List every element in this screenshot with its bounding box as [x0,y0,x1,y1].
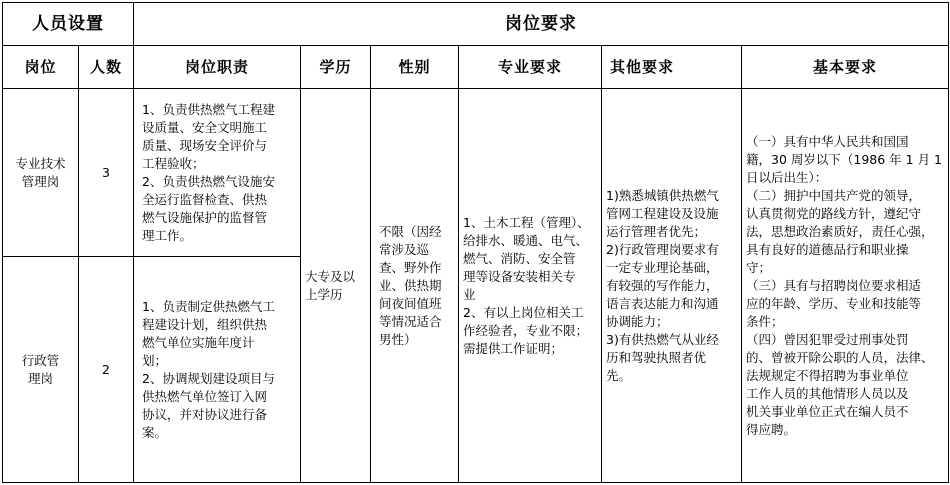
position-cell: 行政管 理岗 [3,257,79,483]
major-cell: 1、土木工程（管理）、 给排水、暖通、电气、 燃气、消防、安全管 理等设备安装相关专 业 2、有以上岗位相关工 作经验者，专业不限； 需提供工作证明； [459,89,602,483]
col-basic: 基本要求 [742,46,949,89]
header-row-top [3,3,949,46]
count-cell: 3 [79,89,134,257]
requirements-header: 岗位要求 [134,3,949,46]
other-cell: 1)熟悉城镇供热燃气 管网工程建设及设施 运行管理者优先； 2)行政管理岗要求有 一定专业理论基础， 有较强的写作能力， 语言表达能力和沟通 协调能力； 3)有供热燃气从业经 历和驾驶执照者优 先。 [602,89,742,483]
duties-cell: 1、负责制定供热燃气工 程建设计划，组织供热 燃气单位实施年度计 划； 2、协调规划建设项目与 供热燃气单位签订入网 协议，并对协议进行备 案。 [134,257,301,483]
staff-setup-header: 人员设置 [3,3,134,46]
basic-cell: （一）具有中华人民共和国国 籍，30 周岁以下（1986 年 1 月 1 日以后出生）： （二）拥护中国共产党的领导， 认真贯彻党的路线方针，遵纪守 法，思想政治素质好，责任心强， 具有良好的道德品行和职业操 守； （三）具有与招聘岗位要求相适 应的年龄、学历、专业和技能等 条件； （四）曾因犯罪受过刑事处罚 的、曾被开除公职的人员，法律、 法规规定不得招聘为事业单位 工作人员的其他情形人员以及 机关事业单位正式在编人员不 得应聘。 [742,89,949,483]
col-gender: 性别 [371,46,459,89]
duties-cell: 1、负责供热燃气工程建 设质量、安全文明施工 质量、现场安全评价与 工程验收； 2、负责供热燃气设施安 全运行监督检查、供热 燃气设施保护的监督管 理工作。 [134,89,301,257]
col-duties: 岗位职责 [134,46,301,89]
col-count: 人数 [79,46,134,89]
table-row [3,89,949,257]
col-position: 岗位 [3,46,79,89]
education-cell: 大专及以 上学历 [301,89,371,483]
col-other: 其他要求 [602,46,742,89]
col-major: 专业要求 [459,46,602,89]
col-education: 学历 [301,46,371,89]
header-row-columns [3,46,949,89]
count-cell: 2 [79,257,134,483]
recruitment-table [2,2,949,483]
gender-cell: 不限（因经 常涉及巡 查、野外作 业、供热期 间夜间值班 等情况适合 男性） [371,89,459,483]
position-cell: 专业技术 管理岗 [3,89,79,257]
